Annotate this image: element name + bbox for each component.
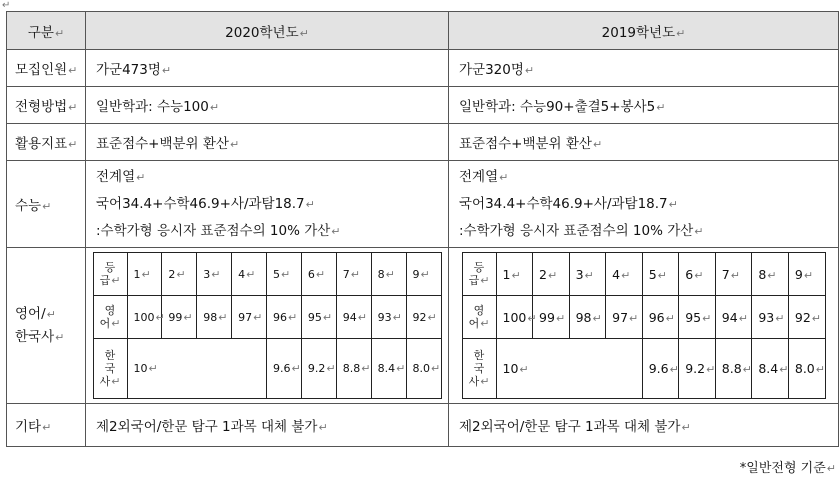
label-recruit: 모집인원↵: [7, 50, 86, 87]
csat-2020: [86, 161, 449, 248]
history-score-cell: 9.6↵: [642, 339, 679, 399]
history-score-cell: 9.2↵: [679, 339, 716, 399]
english-score-cell: 93↵: [752, 296, 789, 339]
grade-table-2020: [93, 252, 442, 399]
index-2020: 표준점수+백분위 환산↵: [86, 124, 449, 161]
paragraph-mark: ↵: [2, 0, 11, 11]
grade-cell: 9↵: [788, 253, 825, 296]
grade-cell: 5↵: [642, 253, 679, 296]
grade-cell: 1↵: [496, 253, 533, 296]
csat-2019: [449, 161, 839, 248]
english-history-2019: [449, 248, 839, 404]
grade-cell: 6↵: [679, 253, 716, 296]
row-index: [7, 124, 839, 161]
english-score-cell: 100↵: [496, 296, 533, 339]
grade-cell: 2↵: [162, 253, 197, 296]
english-score-cell: 99↵: [533, 296, 570, 339]
history-score-cell: 10↵: [496, 339, 642, 399]
row-english-history: [7, 248, 839, 404]
english-history-2020: [86, 248, 449, 404]
english-score-cell: 98↵: [197, 296, 232, 339]
etc-2019: 제2외국어/한문 탐구 1과목 대체 불가↵: [449, 404, 839, 447]
history-score-cell: 8.4↵: [752, 339, 789, 399]
grade-cell: 7↵: [336, 253, 371, 296]
csat-2019-line2: 국어34.4+수학46.9+사/과탐18.7↵: [459, 195, 678, 212]
history-score-cell: 10↵: [127, 339, 267, 399]
english-score-cell: 94↵: [715, 296, 752, 339]
english-score-cell: 99↵: [162, 296, 197, 339]
english-score-row: [462, 296, 825, 339]
label-method: 전형방법↵: [7, 87, 86, 124]
recruit-2020: 가군473명↵: [86, 50, 449, 87]
history-score-cell: 8.0↵: [406, 339, 441, 399]
header-2020: 2020학년도↵: [86, 12, 449, 50]
method-2020: 일반학과: 수능100↵: [86, 87, 449, 124]
english-score-cell: 94↵: [336, 296, 371, 339]
csat-2020-line2: 국어34.4+수학46.9+사/과탐18.7↵: [96, 195, 315, 212]
label-index: 활용지표↵: [7, 124, 86, 161]
grade-table-2019: [462, 252, 826, 399]
history-score-cell: 9.6↵: [267, 339, 302, 399]
label-etc: 기타↵: [7, 404, 86, 447]
history-row-label: 한 국 사↵: [462, 339, 496, 399]
row-etc: [7, 404, 839, 447]
history-score-cell: 8.0↵: [788, 339, 825, 399]
grade-cell: 8↵: [371, 253, 406, 296]
english-score-cell: 96↵: [267, 296, 302, 339]
label-english-history: 영어/↵ 한국사↵: [7, 248, 86, 404]
history-score-cell: 8.8↵: [715, 339, 752, 399]
row-method: [7, 87, 839, 124]
grade-row-label: 등 급↵: [93, 253, 127, 296]
history-score-cell: 9.2↵: [301, 339, 336, 399]
csat-2020-line3: :수학가형 응시자 표준점수의 10% 가산↵: [96, 222, 341, 239]
english-score-cell: 95↵: [679, 296, 716, 339]
grade-row: [93, 253, 441, 296]
label-csat: 수능↵: [7, 161, 86, 248]
csat-2020-line1: 전계열↵: [96, 168, 146, 185]
english-score-row: [93, 296, 441, 339]
grade-cell: 5↵: [267, 253, 302, 296]
grade-row: [462, 253, 825, 296]
history-score-cell: 8.8↵: [336, 339, 371, 399]
row-csat: [7, 161, 839, 248]
english-score-cell: 97↵: [232, 296, 267, 339]
grade-cell: 7↵: [715, 253, 752, 296]
grade-cell: 4↵: [232, 253, 267, 296]
grade-row-label: 등 급↵: [462, 253, 496, 296]
csat-2019-line3: :수학가형 응시자 표준점수의 10% 가산↵: [459, 222, 704, 239]
grade-cell: 9↵: [406, 253, 441, 296]
row-recruit: [7, 50, 839, 87]
english-score-cell: 100↵: [127, 296, 162, 339]
header-2019: 2019학년도↵: [449, 12, 839, 50]
history-row-label: 한 국 사↵: [93, 339, 127, 399]
history-score-row: [93, 339, 441, 399]
header-category: 구분↵: [7, 12, 86, 50]
grade-cell: 2↵: [533, 253, 570, 296]
admission-comparison-table: [6, 11, 839, 447]
english-score-cell: 92↵: [406, 296, 441, 339]
english-row-label: 영 어↵: [93, 296, 127, 339]
english-score-cell: 95↵: [301, 296, 336, 339]
grade-cell: 6↵: [301, 253, 336, 296]
etc-2020: 제2외국어/한문 탐구 1과목 대체 불가↵: [86, 404, 449, 447]
index-2019: 표준점수+백분위 환산↵: [449, 124, 839, 161]
history-score-cell: 8.4↵: [371, 339, 406, 399]
grade-cell: 3↵: [197, 253, 232, 296]
grade-cell: 3↵: [569, 253, 606, 296]
english-row-label: 영 어↵: [462, 296, 496, 339]
history-score-row: [462, 339, 825, 399]
grade-cell: 8↵: [752, 253, 789, 296]
english-score-cell: 98↵: [569, 296, 606, 339]
method-2019: 일반학과: 수능90+출결5+봉사5↵: [449, 87, 839, 124]
english-score-cell: 96↵: [642, 296, 679, 339]
recruit-2019: 가군320명↵: [449, 50, 839, 87]
header-row: [7, 12, 839, 50]
english-score-cell: 93↵: [371, 296, 406, 339]
english-score-cell: 97↵: [606, 296, 643, 339]
english-score-cell: 92↵: [788, 296, 825, 339]
grade-cell: 1↵: [127, 253, 162, 296]
grade-cell: 4↵: [606, 253, 643, 296]
csat-2019-line1: 전계열↵: [459, 168, 509, 185]
footnote: *일반전형 기준↵: [739, 461, 836, 476]
